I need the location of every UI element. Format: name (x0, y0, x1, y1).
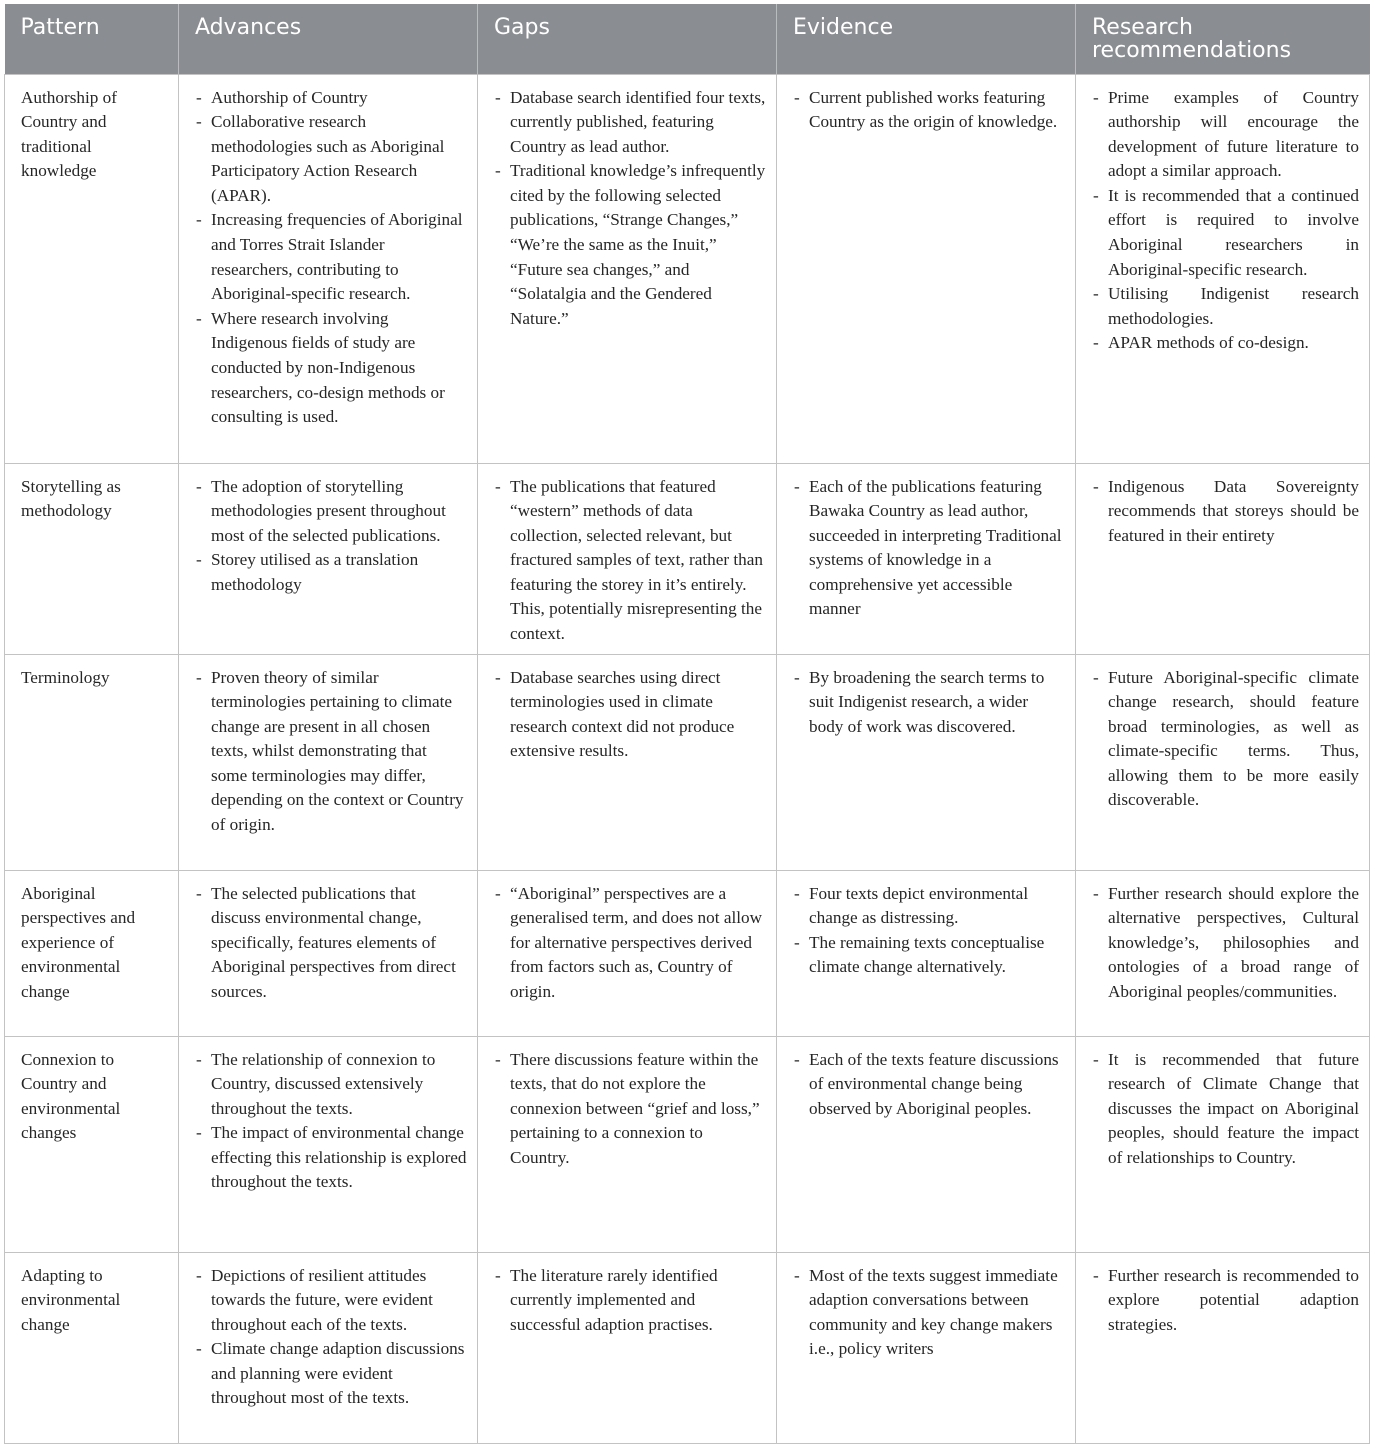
header-pattern: Pattern (5, 4, 179, 74)
table-row (5, 870, 1370, 1036)
header-advances: Advances (179, 4, 478, 74)
list-item: - Each of the publications featuring Bawaka Country as lead author, succeeded in interpreting Traditional systems of knowledge in a comprehensive yet accessible manner (793, 475, 1065, 623)
header-gaps: Gaps (478, 4, 777, 74)
gaps-cell (478, 870, 777, 1036)
table-header (5, 4, 1370, 74)
list-item: - Prime examples of Country authorship will encourage the development of future literature to adopt a similar approach. (1092, 86, 1359, 184)
header-evidence: Evidence (777, 4, 1076, 74)
list-item: - Traditional knowledge’s infrequently cited by the following selected publications, “Strange Changes,” “We’re the same as the Inuit,” “Future sea changes,” and “Solatalgia and the Gendered Nature.” (494, 159, 766, 331)
list-item: - The literature rarely identified currently implemented and successful adaption practises. (494, 1264, 766, 1338)
gaps-cell (478, 463, 777, 654)
evidence-cell (777, 870, 1076, 1036)
recommendations-list (1092, 86, 1359, 357)
list-item: - The selected publications that discuss environmental change, specifically, features elements of Aboriginal perspectives from direct sources. (195, 882, 467, 1005)
list-item: - Storey utilised as a translation methodology (195, 548, 467, 597)
recommendations-list (1092, 666, 1359, 814)
recommendations-list (1092, 882, 1359, 1005)
evidence-list (793, 1264, 1065, 1362)
evidence-list (793, 475, 1065, 623)
list-item: - Proven theory of similar terminologies pertaining to climate change are present in all chosen texts, whilst demonstrating that some terminologies may differ, depending on the context or Country of origin. (195, 666, 467, 838)
evidence-cell (777, 1036, 1076, 1252)
advances-cell (179, 74, 478, 463)
list-item: - Further research should explore the alternative perspectives, Cultural knowledge’s, philosophies and ontologies of a broad range of Aboriginal peoples/communities. (1092, 882, 1359, 1005)
evidence-list (793, 666, 1065, 740)
list-item: - Each of the texts feature discussions of environmental change being observed by Aboriginal peoples. (793, 1048, 1065, 1122)
gaps-cell (478, 1252, 777, 1443)
advances-cell (179, 463, 478, 654)
list-item: - There discussions feature within the texts, that do not explore the connexion between “grief and loss,” pertaining to a connexion to Country. (494, 1048, 766, 1171)
list-item: - Database searches using direct terminologies used in climate research context did not produce extensive results. (494, 666, 766, 764)
list-item: - It is recommended that future research of Climate Change that discusses the impact on Aboriginal peoples, should feature the impact of relationships to Country. (1092, 1048, 1359, 1171)
pattern-cell: Terminology (5, 654, 179, 870)
advances-list (195, 1264, 467, 1412)
gaps-list (494, 666, 766, 764)
list-item: - The remaining texts conceptualise climate change alternatively. (793, 931, 1065, 980)
evidence-cell (777, 463, 1076, 654)
advances-list (195, 1048, 467, 1196)
list-item: - The impact of environmental change effecting this relationship is explored throughout the texts. (195, 1121, 467, 1195)
recommendations-cell (1076, 74, 1370, 463)
gaps-list (494, 1264, 766, 1338)
gaps-cell (478, 74, 777, 463)
recommendations-list (1092, 1048, 1359, 1171)
recommendations-cell (1076, 1252, 1370, 1443)
list-item: - Database search identified four texts, currently published, featuring Country as lead author. (494, 86, 766, 160)
advances-cell (179, 654, 478, 870)
evidence-cell (777, 1252, 1076, 1443)
pattern-cell: Adapting to environmental change (5, 1252, 179, 1443)
list-item: - Collaborative research methodologies such as Aboriginal Participatory Action Research (APAR). (195, 110, 467, 208)
advances-cell (179, 870, 478, 1036)
header-recommendations: Research recommendations (1076, 4, 1370, 74)
list-item: - Depictions of resilient attitudes towards the future, were evident throughout each of the texts. (195, 1264, 467, 1338)
table-body (5, 74, 1370, 1443)
list-item: - By broadening the search terms to suit Indigenist research, a wider body of work was discovered. (793, 666, 1065, 740)
list-item: - Authorship of Country (195, 86, 467, 111)
list-item: - APAR methods of co-design. (1092, 331, 1359, 356)
list-item: - Where research involving Indigenous fields of study are conducted by non-Indigenous researchers, co-design methods or consulting is used. (195, 307, 467, 430)
pattern-cell: Aboriginal perspectives and experience of environmental change (5, 870, 179, 1036)
evidence-list (793, 1048, 1065, 1122)
recommendations-list (1092, 475, 1359, 549)
advances-list (195, 86, 467, 430)
list-item: - It is recommended that a continued effort is required to involve Aboriginal researchers in Aboriginal-specific research. (1092, 184, 1359, 282)
list-item: - Indigenous Data Sovereignty recommends that storeys should be featured in their entirety (1092, 475, 1359, 549)
table-row (5, 1252, 1370, 1443)
pattern-cell: Authorship of Country and traditional knowledge (5, 74, 179, 463)
gaps-list (494, 1048, 766, 1171)
advances-cell (179, 1252, 478, 1443)
recommendations-cell (1076, 870, 1370, 1036)
list-item: - The adoption of storytelling methodologies present throughout most of the selected publications. (195, 475, 467, 549)
advances-list (195, 475, 467, 598)
evidence-cell (777, 74, 1076, 463)
list-item: - Future Aboriginal-specific climate change research, should feature broad terminologies, as well as climate-specific terms. Thus, allowing them to be more easily discoverable. (1092, 666, 1359, 814)
list-item: - Most of the texts suggest immediate adaption conversations between community and key change makers i.e., policy writers (793, 1264, 1065, 1362)
list-item: - Current published works featuring Country as the origin of knowledge. (793, 86, 1065, 135)
gaps-cell (478, 654, 777, 870)
list-item: - The publications that featured “western” methods of data collection, selected relevant, but fractured samples of text, rather than featuring the storey in it’s entirely. This, potentially misrepresenting the context. (494, 475, 766, 647)
list-item: - “Aboriginal” perspectives are a generalised term, and does not allow for alternative perspectives derived from factors such as, Country of origin. (494, 882, 766, 1005)
table-row (5, 463, 1370, 654)
advances-list (195, 882, 467, 1005)
table-row (5, 654, 1370, 870)
advances-list (195, 666, 467, 838)
pattern-cell: Storytelling as methodology (5, 463, 179, 654)
list-item: - Climate change adaption discussions and planning were evident throughout most of the texts. (195, 1337, 467, 1411)
recommendations-cell (1076, 463, 1370, 654)
list-item: - Further research is recommended to explore potential adaption strategies. (1092, 1264, 1359, 1338)
recommendations-cell (1076, 654, 1370, 870)
research-table (4, 4, 1370, 1444)
gaps-list (494, 882, 766, 1005)
table-row (5, 74, 1370, 463)
list-item: - Increasing frequencies of Aboriginal and Torres Strait Islander researchers, contributing to Aboriginal-specific research. (195, 208, 467, 306)
list-item: - Four texts depict environmental change as distressing. (793, 882, 1065, 931)
evidence-cell (777, 654, 1076, 870)
recommendations-cell (1076, 1036, 1370, 1252)
gaps-cell (478, 1036, 777, 1252)
gaps-list (494, 86, 766, 332)
recommendations-list (1092, 1264, 1359, 1338)
pattern-cell: Connexion to Country and environmental changes (5, 1036, 179, 1252)
table-row (5, 1036, 1370, 1252)
header-row (5, 4, 1370, 74)
list-item: - The relationship of connexion to Country, discussed extensively throughout the texts. (195, 1048, 467, 1122)
evidence-list (793, 882, 1065, 980)
gaps-list (494, 475, 766, 647)
list-item: - Utilising Indigenist research methodologies. (1092, 282, 1359, 331)
evidence-list (793, 86, 1065, 135)
advances-cell (179, 1036, 478, 1252)
